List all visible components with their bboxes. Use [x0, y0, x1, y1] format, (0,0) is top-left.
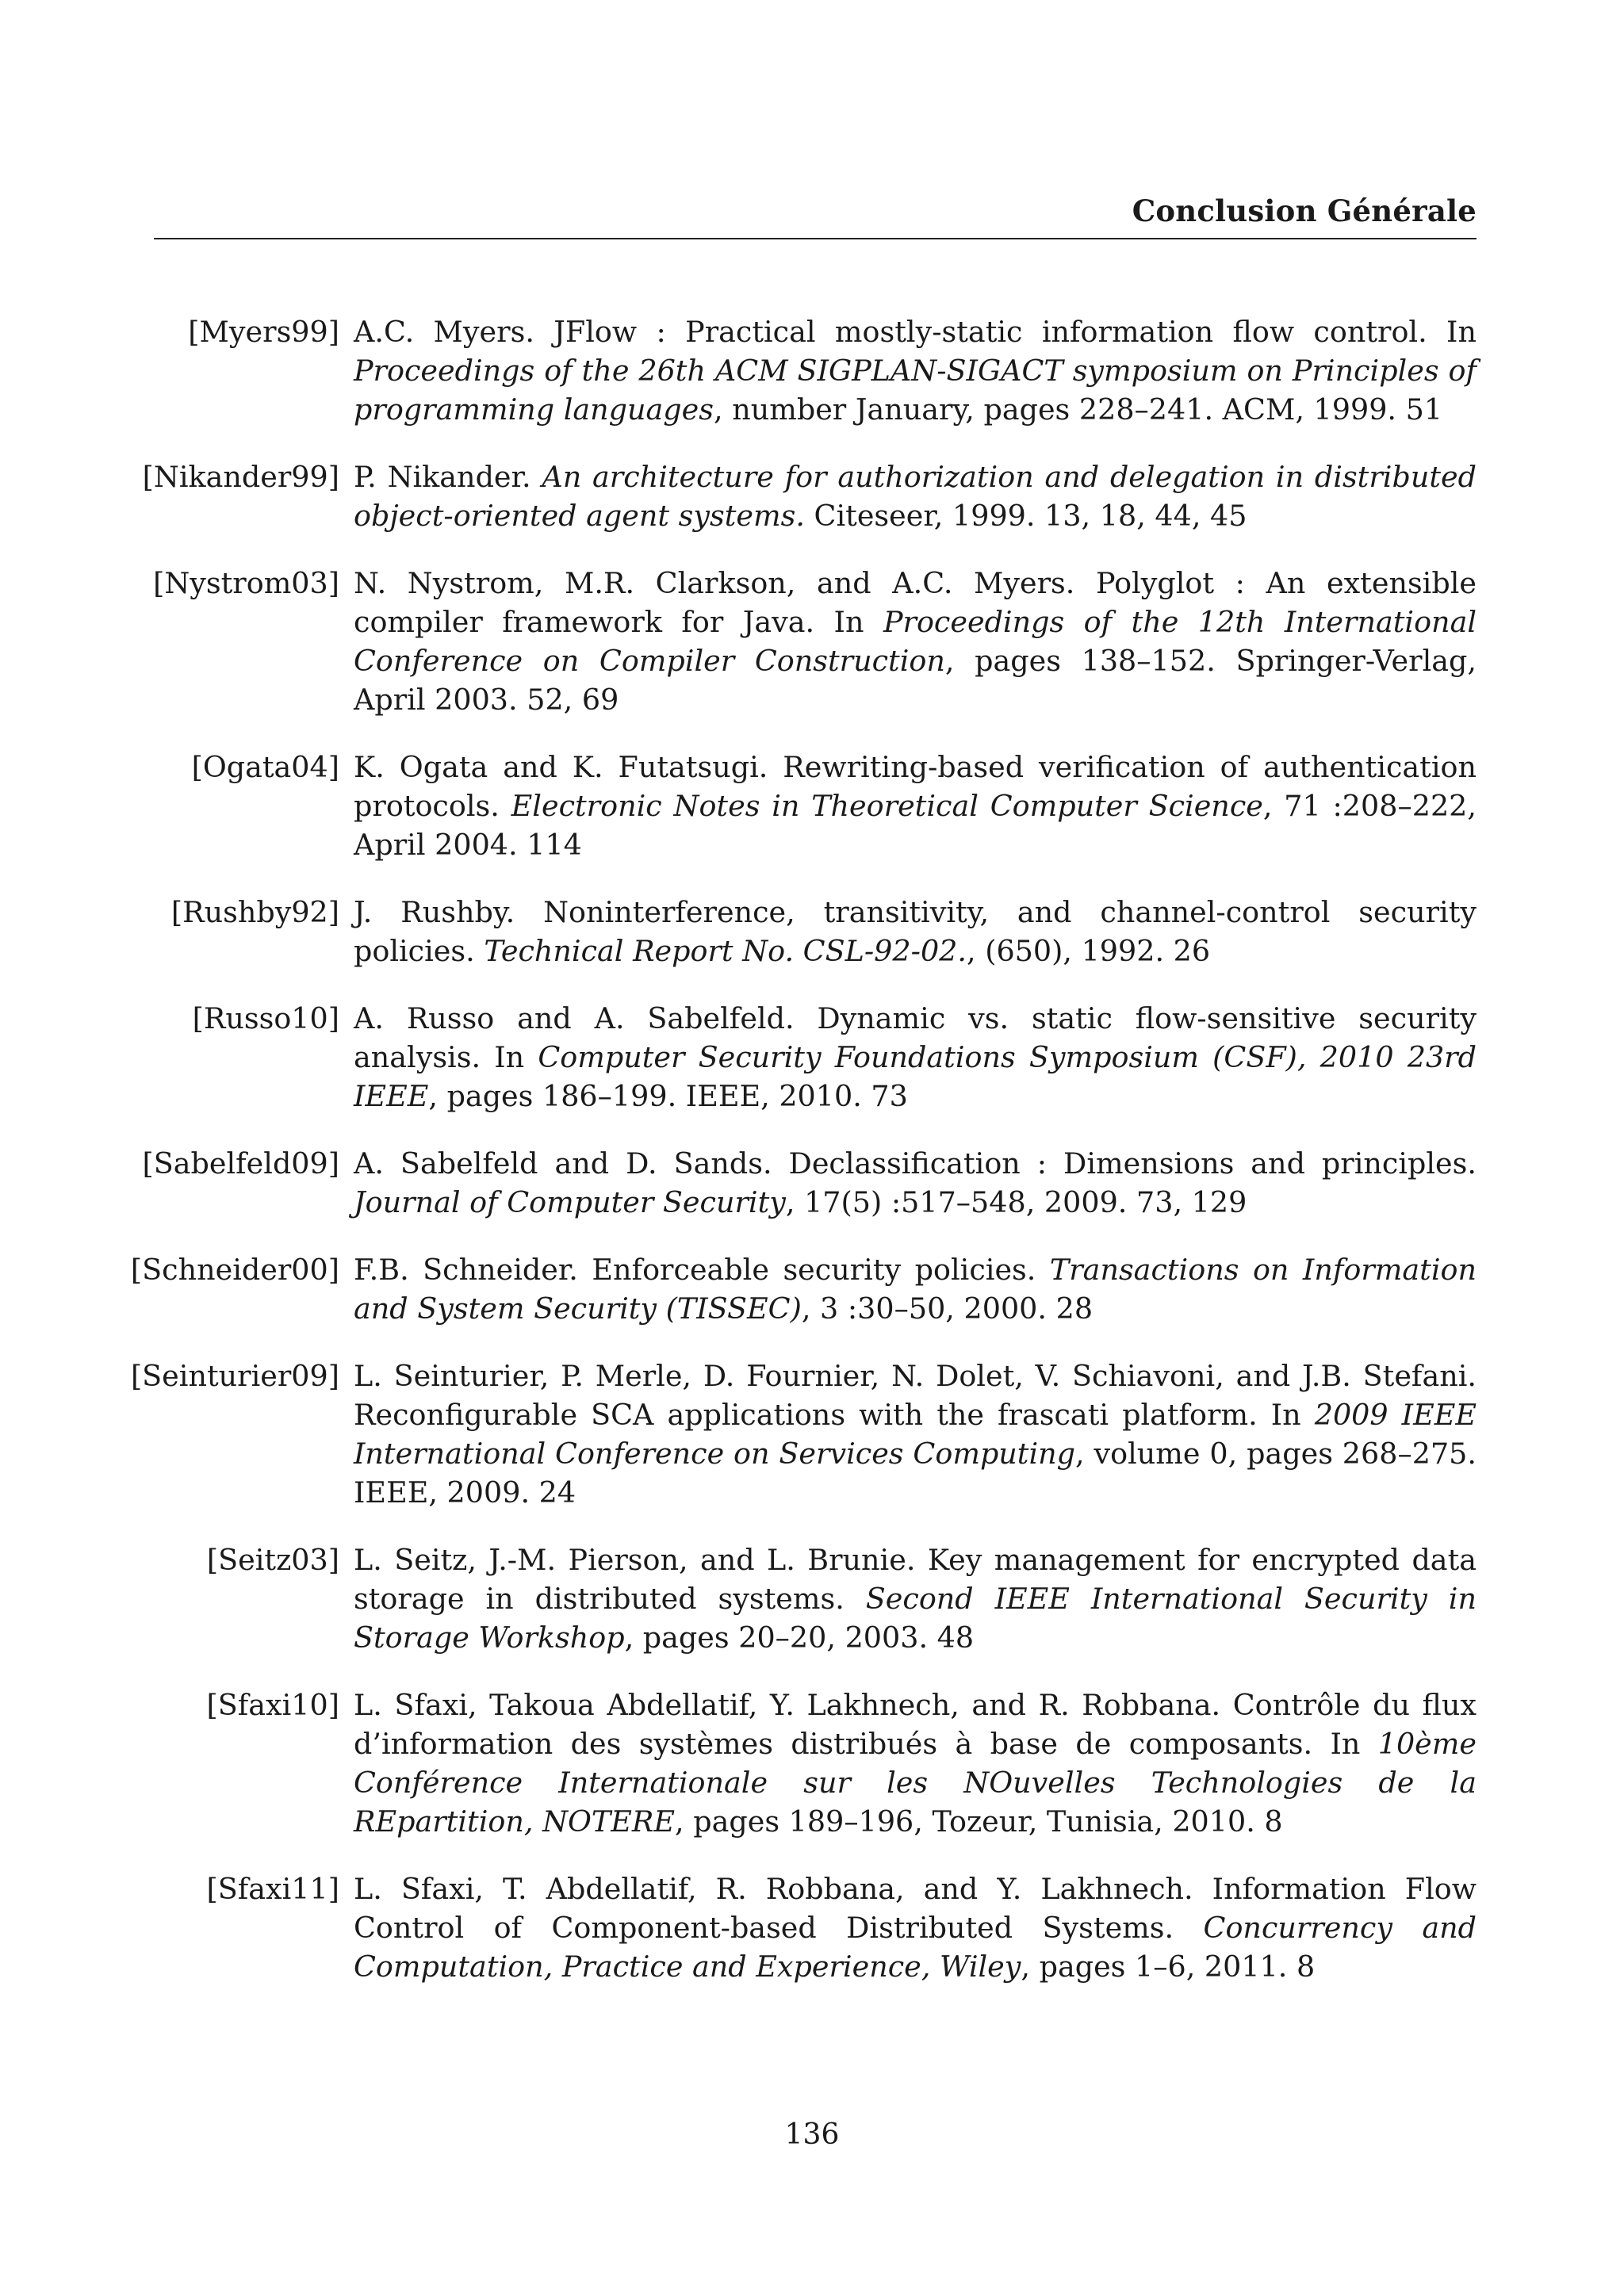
reference-text-plain: L. Sfaxi, Takoua Abdellatif, Y. Lakhnech, and R. Robbana. Contrôle du flux d’information des systèmes distribués à base de composants. In	[354, 1688, 1477, 1761]
reference-text-plain: P. Nikander.	[354, 460, 542, 494]
bibliography-list	[0, 312, 1624, 2015]
reference-text-tail: , pages 1–6, 2011. 8	[1021, 1950, 1316, 1984]
reference-text	[354, 564, 1477, 719]
reference-text-tail: , (650), 1992. 26	[967, 934, 1211, 968]
reference-text	[354, 312, 1477, 429]
reference-key: [Nikander99]	[142, 460, 339, 494]
reference-entry	[0, 312, 1624, 429]
reference-key: [Rushby92]	[170, 895, 339, 929]
reference-entry	[0, 748, 1624, 864]
reference-entry	[0, 1357, 1624, 1512]
reference-text-tail: , pages 20–20, 2003. 48	[624, 1621, 975, 1655]
reference-text-tail: , 3 :30–50, 2000. 28	[801, 1292, 1094, 1326]
reference-text-italic: Concurrency and Computation, Practice and Experience, Wiley	[354, 1911, 1477, 1984]
reference-text-plain: L. Sfaxi, T. Abdellatif, R. Robbana, and Y. Lakhnech. Information Flow Control of Component-based Distributed Systems.	[354, 1872, 1477, 1945]
reference-text-tail: , pages 138–152. Springer-Verlag, April 2003. 52, 69	[354, 644, 1477, 717]
reference-text-italic: Computer Security Foundations Symposium (CSF), 2010 23rd IEEE	[354, 1040, 1477, 1113]
reference-text	[354, 1540, 1477, 1657]
reference-text-italic: Proceedings of the 12th International Conference on Compiler Construction	[354, 605, 1477, 678]
reference-entry	[0, 1686, 1624, 1841]
reference-text-plain: A. Russo and A. Sabelfeld. Dynamic vs. static flow-sensitive security analysis. In	[354, 1001, 1477, 1074]
reference-text	[354, 457, 1477, 535]
reference-text-tail: , pages 189–196, Tozeur, Tunisia, 2010. 8	[675, 1804, 1283, 1839]
reference-text-plain: N. Nystrom, M.R. Clarkson, and A.C. Myers. Polyglot : An extensible compiler framework for Java. In	[354, 566, 1477, 639]
reference-key: [Russo10]	[192, 1001, 339, 1035]
reference-text-italic: Second IEEE International Security in Storage Workshop	[354, 1582, 1477, 1655]
reference-text	[354, 748, 1477, 864]
reference-text-tail: , volume 0, pages 268–275. IEEE, 2009. 24	[354, 1437, 1477, 1510]
reference-entry	[0, 457, 1624, 535]
reference-text-plain: A.C. Myers. JFlow : Practical mostly-static information flow control. In	[354, 315, 1477, 349]
reference-entry	[0, 564, 1624, 719]
reference-entry	[0, 893, 1624, 970]
reference-text-italic: Electronic Notes in Theoretical Computer Science	[511, 789, 1263, 823]
reference-entry	[0, 1869, 1624, 1986]
reference-text-italic: Proceedings of the 26th ACM SIGPLAN-SIGACT symposium on Principles of programming languages	[354, 354, 1477, 427]
reference-text-tail: , 17(5) :517–548, 2009. 73, 129	[785, 1185, 1247, 1219]
running-header-title: Conclusion Générale	[1132, 193, 1477, 228]
reference-text-italic: 2009 IEEE International Conference on Services Computing	[354, 1398, 1477, 1471]
reference-key: [Ogata04]	[191, 750, 339, 784]
reference-text	[354, 1686, 1477, 1841]
reference-entry	[0, 1144, 1624, 1222]
reference-key: [Nystrom03]	[153, 566, 339, 600]
reference-text-italic: 10ème Conférence Internationale sur les NOuvelles Technologies de la REpartition, NOTERE	[354, 1727, 1477, 1839]
reference-text-plain: A. Sabelfeld and D. Sands. Declassification : Dimensions and principles.	[354, 1146, 1477, 1181]
reference-text-plain: F.B. Schneider. Enforceable security policies.	[354, 1253, 1050, 1287]
reference-entry	[0, 1250, 1624, 1328]
reference-text	[354, 893, 1477, 970]
reference-entry	[0, 1540, 1624, 1657]
reference-text-plain: L. Seitz, J.-M. Pierson, and L. Brunie. Key management for encrypted data storage in distributed systems.	[354, 1543, 1477, 1616]
reference-text-tail: Citeseer, 1999. 13, 18, 44, 45	[804, 499, 1247, 533]
reference-key: [Seinturier09]	[130, 1359, 339, 1393]
reference-key: [Sfaxi11]	[206, 1872, 339, 1906]
reference-text	[354, 1144, 1477, 1222]
reference-text-tail: , 71 :208–222, April 2004. 114	[354, 789, 1477, 862]
reference-key: [Sabelfeld09]	[142, 1146, 339, 1181]
reference-text-plain: J. Rushby. Noninterference, transitivity, and channel-control security policies.	[354, 895, 1477, 968]
reference-key: [Myers99]	[188, 315, 339, 349]
reference-text-tail: , number January, pages 228–241. ACM, 1999. 51	[714, 392, 1443, 427]
reference-text-italic: Journal of Computer Security	[354, 1185, 786, 1219]
reference-text-tail: , pages 186–199. IEEE, 2010. 73	[428, 1079, 908, 1113]
reference-text-italic: An architecture for authorization and delegation in distributed object-oriented agent systems.	[354, 460, 1477, 533]
reference-key: [Schneider00]	[130, 1253, 339, 1287]
page-header	[154, 189, 1477, 239]
reference-entry	[0, 999, 1624, 1115]
reference-text-plain: K. Ogata and K. Futatsugi. Rewriting-based verification of authentication protocols.	[354, 750, 1477, 823]
reference-text	[354, 1357, 1477, 1512]
reference-text	[354, 1250, 1477, 1328]
reference-text	[354, 1869, 1477, 1986]
reference-text-plain: L. Seinturier, P. Merle, D. Fournier, N. Dolet, V. Schiavoni, and J.B. Stefani. Reconfigurable SCA applications with the frascati platform. In	[354, 1359, 1477, 1432]
reference-text-italic: Transactions on Information and System Security (TISSEC)	[354, 1253, 1477, 1326]
reference-key: [Seitz03]	[206, 1543, 339, 1577]
page-number: 136	[784, 2118, 840, 2151]
reference-key: [Sfaxi10]	[206, 1688, 339, 1722]
reference-text	[354, 999, 1477, 1115]
reference-text-italic: Technical Report No. CSL-92-02.	[484, 934, 967, 968]
